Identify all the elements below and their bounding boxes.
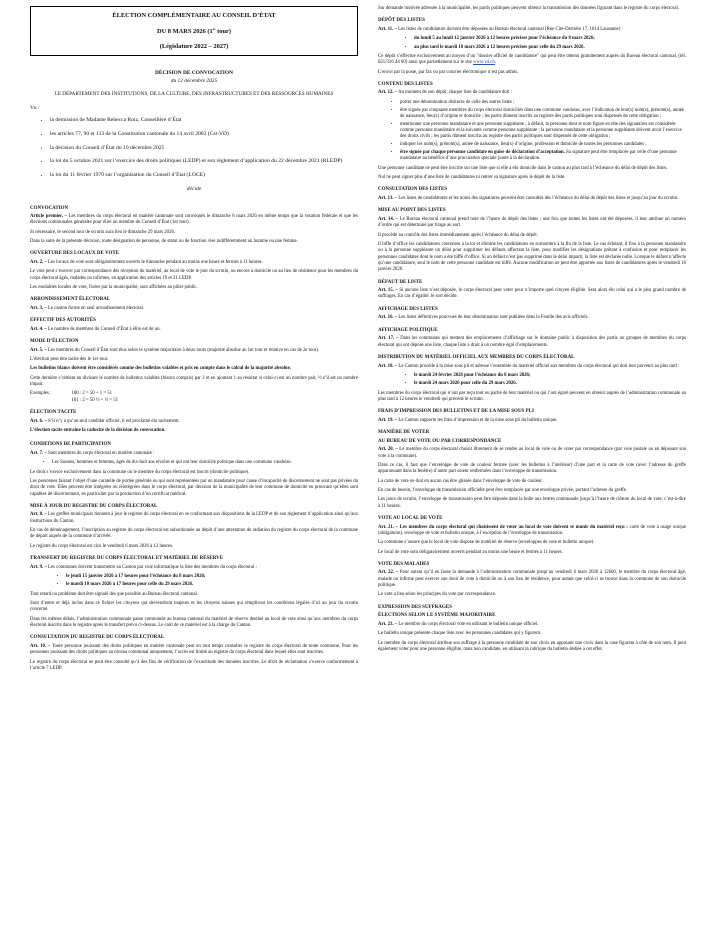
paragraph: Nul ne peut signer plus d’une liste de candidatures ni retirer sa signature après le dépôt de la liste.	[378, 175, 566, 181]
article-23: Art. 23. – Le membre du corps électoral vote en utilisant le bulletin unique officiel.	[378, 621, 539, 627]
section-heading: VOTE AU LOCAL DE VOTE	[378, 515, 443, 521]
section-heading: ARRONDISSEMENT ÉLECTORAL	[30, 297, 111, 303]
article-12: Art. 12. – Au moment de son dépôt, chaque liste de candidature doit :	[378, 90, 513, 96]
list-item: • la décision du Conseil d’État du 10 décembre 2025	[50, 145, 358, 152]
article-19: Art. 19. – Le Canton supporte les frais d’impression et de la mise sous pli du bulletin unique.	[378, 417, 558, 423]
list-item: • mentionner une personne mandataire et une personne suppléante ; à défaut, la personne dont le nom figure en tête des signataires est considérée comme personne mandataire et la suivante comme personne suppléante ; la personne mandataire et la personne suppléante doivent avoir l’exercice des droits civils ; les partis dûment inscrits au registre des partis politiques sont dispensés de cette obligation ;	[400, 122, 686, 141]
list-item: • être signée par cinquante membres du corps électoral domiciliés dans une commune vaudoise, avec l’indication de leur(s) nom(s), prénom(s), année de naissance, lieu(x) d’origine et domicile ; les partis dûment inscrits au registre des partis politiques sont dispensés de cette obligation ;	[400, 108, 686, 121]
paragraph: Les personnes faisant l’objet d’une curatelle de portée générale ou qui sont représentées par un mandataire pour cause d’incapacité de discernement ne sont pas privées du droit de vote. Elles peuvent être intégrées ou réintégrées dans le corps électoral, par décision de la municipalité de leur commune de domicile en prouvant qu’elles sont capables de discernement, en particulier par la production d’un certificat médical.	[30, 478, 358, 497]
list-item: • indiquer les nom(s), prénom(s), année de naissance, lieu(x) d’origine, profession et domicile de toutes les personnes candidates ;	[400, 142, 686, 148]
paragraph: Le vote peut s’exercer par correspondance dès réception du matériel, au local de vote le jour du scrutin, ou encore à domicile ou au lieu de résidence pour les membres du corps électoral âgés, malades ou infirmes, en application des articles 19 et 21 LEDP.	[30, 269, 358, 281]
list-item: • le mardi 10 mars 2026 à 17 heures pour celle du 29 mars 2026.	[66, 582, 358, 588]
article-17: Art. 17. – Dans les communes qui mettent des emplacements d’affichage sur le domaine public à disposition des partis ou groupes de membres du corps électoral qui ont déposé une liste, chaque liste a droit à un nombre égal d’emplacements.	[378, 336, 686, 348]
list-item: • Les Suisses, hommes et femmes, âgés de dix-huit ans révolus et qui ont leur domicile politique dans une commune vaudoise.	[52, 460, 358, 466]
paragraph: Dans la suite de la présente décision, toute désignation de personne, de statut ou de fonction vise indifféremment un homme ou une femme.	[30, 239, 298, 245]
election-date: DU 8 MARS 2026 (1er tour)	[156, 26, 232, 35]
paragraph: Le local de vote sont obligatoirement ouverts pendant au moins une heure et fermés à 11 heures.	[378, 549, 563, 555]
paragraph: L’envoi par la poste, par fax ou par courrier électronique n’est pas admis.	[378, 69, 519, 75]
section-heading: FRAIS D’IMPRESSION DES BULLETINS ET DE LA MISE SOUS PLI	[378, 409, 534, 415]
election-title: ÉLECTION COMPLÉMENTAIRE AU CONSEIL D’ÉTAT	[112, 11, 276, 19]
article-1: Article premier. – Les membres du corps électoral en matière cantonale sont convoqués le dimanche 8 mars 2026 en même temps que la votation fédérale et que les élections communales générales pour élire un membre du Conseil d’État (1er tour).	[30, 214, 358, 226]
paragraph: La commune s’assure que le local de vote dispose de matériel de réserve (enveloppes de vote et bulletin unique).	[378, 540, 595, 546]
paragraph: Sont d’entre et déjà inclus dans ce fichier les citoyens qui deviendront majeurs et les citoyens suisses qui rempliront les conditions légales d’ici au jour du scrutin concerné.	[30, 601, 358, 613]
paragraph: Le membre du corps électoral attribue son suffrage à la personne candidate de son choix en apposant une croix dans la case figurant à côté de son nom. Il peut également voter pour une personne éligible, mais non candidate, en utilisant la rubrique du bulletin dédiée à cet effet.	[378, 640, 686, 652]
paragraph: Il procède au contrôle des listes immédiatement après l’échéance du délai de dépôt.	[378, 232, 538, 238]
section-heading: MANIÈRE DE VOTER	[378, 430, 430, 436]
section-heading: AFFICHAGE DES LISTES	[378, 306, 438, 312]
list-item: • du lundi 5 au lundi 12 janvier 2026 à 12 heures précises pour l’échéance du 8 mars 2026;	[414, 36, 686, 42]
list-item: • les articles 77, 90 et 113 de la Constitution cantonale du 14 avril 2003 (Cst-VD)	[50, 131, 358, 138]
list-item: • le jeudi 15 janvier 2026 à 17 heures pour l’échéance du 8 mars 2026;	[66, 574, 358, 580]
legislature: (Législature 2022 – 2027)	[159, 42, 229, 50]
paragraph: Les bulletins blancs doivent être considérés comme des bulletins valables et pris en compte dans le calcul de la majorité absolue.	[30, 366, 291, 372]
decision-title: DÉCISION DE CONVOCATION	[155, 69, 233, 76]
paragraph: Cette dernière s’obtient en divisant le nombre de bulletins valables (blancs compris) par 2 et en ajoutant 1 au résultat si celui-ci est un nombre pair, ½ s’il est un nombre impair.	[30, 375, 358, 388]
paragraph: Tout retard ou problème doit être signalé dès que possible au Bureau électoral cantonal.	[30, 591, 199, 597]
article-8: Art. 8. – Les greffes municipaux tiennent à jour le registre du corps électoral en se conformant aux dispositions de la LEDP et de son règlement d’application ainsi qu’aux instructions du Canton.	[30, 512, 358, 524]
list-item: • le mardi 24 mars 2026 pour celle du 29 mars 2026.	[414, 381, 686, 387]
section-heading: ÉLECTIONS SELON LE SYSTÈME MAJORITAIRE	[378, 613, 496, 619]
decide-label: décide	[186, 186, 202, 193]
section-heading: EFFECTIF DES AUTORITÉS	[30, 318, 96, 324]
paragraph: En cas de déménagement, l’inscription au registre du corps électoral est subordonnée au dépôt d’une attestation de radiation du registre du corps électoral de la commune de départ auprès de la commune d’arrivée.	[30, 528, 358, 540]
paragraph: Si nécessaire, le second tour de scrutin aura lieu le dimanche 29 mars 2026.	[30, 229, 176, 235]
vu-label: Vu :	[30, 105, 40, 112]
example-2: 101 : 2 = 50 ½ + ½ = 51	[71, 397, 119, 403]
paragraph: Une personne candidate ne peut être inscrite sur une liste que si elle a élu domicile dans le canton au plus tard à l’échéance du délai de dépôt des listes.	[378, 165, 668, 171]
list-item: • la loi du 5 octobre 2021 sur l’exercice des droits politiques (LEDP) et son règlement d’application du 22 décembre 2021 (RLEDP)	[50, 158, 358, 165]
paragraph: Les membres du corps électoral qui n’ont pas reçu tout ou partie de leur matériel ou qui l’ont égaré peuvent en obtenir auprès de l’administration communale au plus tard à 12 heures le vendredi qui précède le scrutin.	[378, 390, 686, 402]
section-heading: DÉFAUT DE LISTE	[378, 279, 423, 285]
example-1: 100 : 2 = 50 + 1 = 51	[71, 391, 113, 397]
article-4: Art. 4. – Le nombre de membres du Conseil d’État à élire est de un.	[30, 326, 161, 332]
article-16: Art. 16. – Les listes définitives pourvues de leur dénomination sont publiées dans la Feuille des avis officiels.	[378, 315, 589, 321]
article-20: Art. 20. – Le membre du corps électoral choisit librement de se rendre au local de vote ou de voter par correspondance (par voie postale ou en déposant son vote à la commune).	[378, 447, 686, 459]
paragraph: Le vote a lieu selon les principes du vote par correspondance.	[378, 592, 497, 598]
paragraph: Ce dépôt s’effectue exclusivement au moyen d’un "dossier officiel de candidature" qui peut être obtenu gratuitement auprès du Bureau électoral cantonal, (tél. 021/316 44 00) ainsi que partiellement sur le site www.vd.ch.	[378, 53, 686, 66]
section-heading: CONTENU DES LISTES	[378, 81, 433, 87]
article-18: Art. 18. – Le Canton procède à la mise sous pli et adresse l’ensemble du matériel officiel aux membres du corps électoral qui doit leur parvenir au plus tard :	[378, 363, 680, 369]
article-15: Art. 15. – Si aucune liste n’est déposée, le corps électoral peut voter pour n’importe quel citoyen éligible. Sera alors élu celui qui a le plus grand nombre de suffrages. En cas d’égalité, le sort décide.	[378, 288, 687, 300]
section-heading: DÉPÔT DES LISTES	[378, 18, 425, 24]
article-6: Art. 6. – S’il n’y a qu’un seul candidat officiel, il est proclamé élu tacitement.	[30, 418, 180, 424]
section-heading: DISTRIBUTION DU MATÉRIEL OFFICIEL AUX MEMBRES DU CORPS ÉLECTORAL	[378, 354, 575, 360]
title-box	[30, 6, 358, 56]
list-item: • être signée par chaque personne candidate en guise de déclaration d’acceptation. Sa signature peut être remplacée par celle d’une personne mandataire au bénéfice d’une procuration spéciale jointe à la déclaration.	[400, 150, 686, 163]
paragraph: Il biffe d’office les candidatures contraires à la loi et élimine les candidatures en surnombre à la fin de la liste. Le cas échéant, il fixe à la personne mandataire ou à la personne suppléante un délai pour supprimer les défauts affectant la liste, pour modifier les désignations prêtant à confusion et pour remplacer les personnes candidates dont le nom a été biffé d’office. Si un défaut n’est pas supprimé dans le délai imparti, la liste est déclarée nulle. Lorsque le défaut n’affecte qu’une candidature, seul le nom de cette personne candidate est biffé. Aucune modification ne peut être apportée aux listes de candidatures après le vendredi 16 janvier 2026.	[378, 241, 686, 273]
article-5: Art. 5. – Les membres du Conseil d’État sont élus selon le système majoritaire à deux tours (majorité absolue au 1er tour et relative en cas de 2e tour).	[30, 347, 320, 353]
list-item: • la loi du 11 février 1970 sur l’organisation du Conseil d’État (LOCE)	[50, 172, 358, 179]
paragraph: L’élection tacite entraîne la caducité de la décision de convocation.	[30, 427, 166, 433]
paragraph: Le registre du corps électoral ne peut être consulté qu’à des fins de vérification de l’exactitude des données inscrites. Le droit de réclamation s’exerce conformément à l’article 7 LEDP.	[30, 659, 358, 671]
section-heading: OUVERTURE DES LOCAUX DE VOTE	[30, 251, 120, 257]
section-heading: CONSULTATION DES LISTES	[378, 187, 448, 193]
paragraph: Le registre du corps électoral est clos le vendredi 6 mars 2026 à 12 heures.	[30, 543, 174, 549]
section-heading: MISE À JOUR DU REGISTRE DU CORPS ÉLECTORAL	[30, 503, 158, 509]
list-item: • au plus tard le mardi 10 mars 2026 à 12 heures précises pour celle du 29 mars 2026.	[414, 45, 686, 51]
decision-date: du 12 décembre 2025	[170, 77, 218, 84]
section-heading: ÉLECTION TACITE	[30, 410, 77, 416]
section-heading: CONVOCATION	[30, 205, 69, 211]
paragraph: Le droit s’exerce exclusivement dans la commune où le membre du corps électoral est inscrit (domicile politique).	[30, 469, 250, 475]
section-heading: EXPRESSION DES SUFFRAGES	[378, 604, 452, 610]
article-7: Art. 7. – Sont membres du corps électoral en matière cantonale :	[30, 450, 155, 456]
article-9: Art. 9. – Les communes doivent transmettre au Canton par voie informatique la liste des membres du corps électoral :	[30, 564, 257, 570]
list-item: • le mardi 24 février 2026 pour l’échéance du 8 mars 2026;	[414, 373, 686, 379]
paragraph: Dans les mêmes délais, l’administration communale passe commande au bureau cantonal du matériel de réserve destiné au local de vote ainsi qu’aux membres du corps électoral inscrits dans le registre après le transfert prévu ci-dessus. Le coût de ce matériel est à la charge du Canton.	[30, 616, 358, 628]
article-13: Art. 13. – Les listes de candidatures et les noms des signataires peuvent être consultés dès l’échéance du délai de dépôt des listes et jusqu’au jour du scrutin.	[378, 196, 679, 202]
examples-label: Exemples :	[30, 391, 52, 397]
right-column	[378, 0, 686, 656]
section-heading: CONDITIONS DE PARTICIPATION	[30, 442, 111, 448]
section-heading: AFFICHAGE POLITIQUE	[378, 327, 438, 333]
article-14: Art. 14. – Le Bureau électoral cantonal prend note de l’heure du dépôt des listes ; une fois que toutes les listes ont été déposées, il leur attribue un numéro d’ordre qui est déterminé par tirage au sort.	[378, 216, 686, 229]
article-2: Art. 2. – Les locaux de vote sont obligatoirement ouverts le dimanche pendant au moins une heure et fermés à 11 heures.	[30, 260, 263, 265]
list-item: • porter une dénomination distincte de celle des autres listes ;	[400, 100, 686, 106]
section-heading: MISE AU POINT DES LISTES	[378, 208, 446, 214]
paragraph: La carte de vote ne doit en aucun cas être glissée dans l’enveloppe de vote de couleur.	[378, 478, 543, 484]
paragraph: En cas de besoin, l’enveloppe de transmission officielle peut être remplacée par une enveloppe privée, portant l’adresse du greffe.	[378, 487, 628, 493]
list-item: • la démission de Madame Rebecca Ruiz, Conseillère d’État	[50, 117, 358, 124]
article-11: Art. 11. – Les listes de candidature doivent être déposées au Bureau électoral cantonal (Rue Cité-Derrière 17, 1014 Lausanne) :	[378, 26, 623, 32]
section-heading: AU BUREAU DE VOTE OU PAR CORRESPONDANCE	[378, 438, 502, 444]
vu-list	[30, 117, 358, 180]
paragraph: L’élection peut être tacite dès le 1er tour.	[30, 357, 109, 363]
section-heading: MODE D’ÉLECTION	[30, 339, 79, 345]
article-3: Art. 3. – Le canton forme un seul arrondissement électoral.	[30, 305, 145, 311]
department-name: LE DÉPARTEMENT DES INSTITUTIONS, DE LA CULTURE, DES INFRASTRUCTURES ET DES RESSOURCES HUMAINES	[54, 90, 334, 97]
section-heading: VOTE DES MALADES	[378, 561, 430, 567]
article-21: Art. 21. – Les membres du corps électoral qui choisissent de voter au local de vote doivent se munir du matériel reçu : carte de vote à usage unique (obligatoire), enveloppe de vote et bulletin unique, à l’exception de l’enveloppe de transmission.	[378, 524, 687, 536]
left-column	[30, 0, 358, 675]
paragraph: Sur demande motivée adressée à la municipalité, les partis politiques peuvent obtenir la transmission des données figurant dans le registre du corps électoral.	[378, 6, 680, 11]
section-heading: CONSULTATION DU REGISTRE DU CORPS ÉLECTORAL	[30, 635, 165, 641]
examples	[30, 391, 358, 404]
article-10: Art. 10. – Toute personne jouissant des droits politiques en matière cantonale peut en tout temps consulter le registre du corps électoral de toute commune. Pour les personnes jouissant des droits politiques au niveau communal uniquement, l’accès est limité au registre du corps électoral dans lequel elles sont inscrites.	[30, 643, 359, 656]
paragraph: Dans ce cas, il faut que l’enveloppe de vote de couleur fermée (avec les bulletins à l’intérieur) d’une part et la carte de vote (avec l’adresse du greffe apparaissant dans la fenêtre) d’autre part soient renfermées dans l’enveloppe de transmission.	[378, 462, 686, 475]
paragraph: Le bulletin unique présente chaque liste avec les personnes candidates qui y figurent.	[378, 631, 542, 637]
section-heading: TRANSFERT DU REGISTRE DU CORPS ÉLECTORAL ET MATÉRIEL DE RÉSERVE	[30, 556, 224, 562]
article-22: Art. 22. – Pour autant qu’il en fasse la demande à l’administration communale jusqu’au vendredi 6 mars 2026 à 12h00, le membre du corps électoral âgé, malade ou infirme peut exercer son droit de vote à domicile ou à son lieu de résidence, pour autant que celui-ci se trouve dans la commune de son domicile politique.	[378, 570, 686, 589]
paragraph: Les modalités locales de vote, fixées par la municipalité, sont affichées au pilier public.	[30, 284, 198, 290]
website-link[interactable]: www.vd.ch	[473, 60, 495, 66]
paragraph: Les jours de scrutin, l’enveloppe de transmission peut être déposée dans la boîte aux lettres communale jusqu’à l’heure de clôture du local de vote, c’est-à-dire à 11 heures.	[378, 497, 686, 509]
